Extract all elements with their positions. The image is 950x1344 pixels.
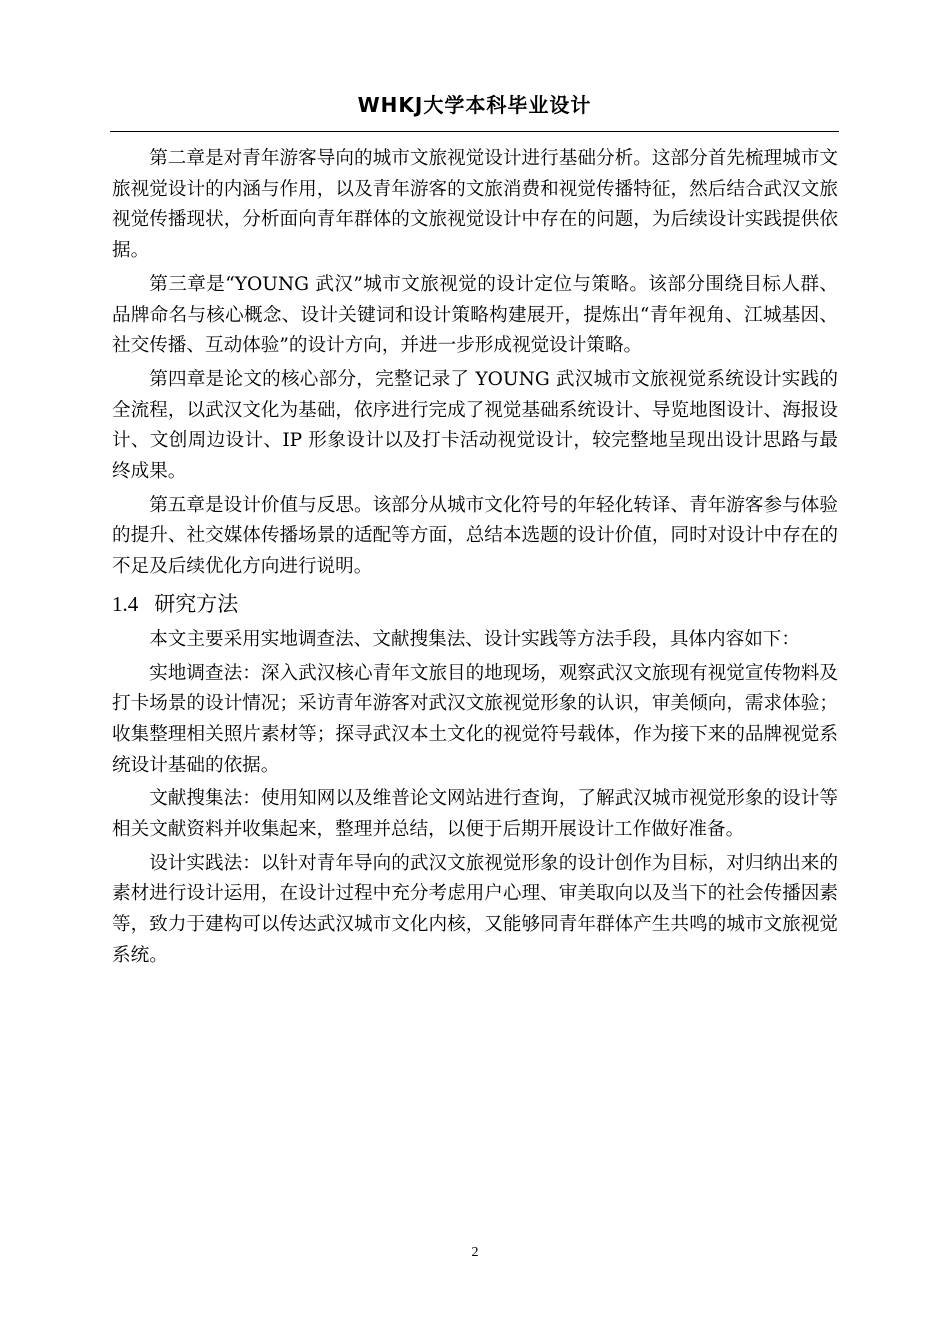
page-number: 2 <box>471 1245 479 1260</box>
paragraph-literature: 文献搜集法：使用知网以及维普论文网站进行查询，了解武汉城市视觉形象的设计等相关文献资料并收集起来，整理并总结，以便于后期开展设计工作做好准备。 <box>112 788 838 841</box>
paragraph-chapter-5: 第五章是设计价值与反思。该部分从城市文化符号的年轻化转译、青年游客参与体验的提升、社交媒体传播场景的适配等方面，总结本选题的设计价值，同时对设计中存在的不足及后续优化方向进行说明。 <box>112 494 838 578</box>
paragraph-field-survey: 实地调查法：深入武汉核心青年文旅目的地现场，观察武汉文旅现有视觉宣传物料及打卡场景的设计情况；采访青年游客对武汉文旅视觉形象的认识，审美倾向，需求体验；收集整理相关照片素材等；探寻武汉本土文化的视觉符号载体，作为接下来的品牌视觉系统设计基础的依据。 <box>112 662 838 776</box>
section-heading <box>112 589 838 619</box>
paragraph-design-practice: 设计实践法：以针对青年导向的武汉文旅视觉形象的设计创作为目标，对归纳出来的素材进行设计运用，在设计过程中充分考虑用户心理、审美取向以及当下的社会传播因素等，致力于建构可以传达武汉城市文化内核，又能够同青年群体产生共鸣的城市文旅视觉系统。 <box>112 852 838 966</box>
paragraph-chapter-4: 第四章是论文的核心部分，完整记录了 YOUNG 武汉城市文旅视觉系统设计实践的全流程，以武汉文化为基础，依序进行完成了视觉基础系统设计、导览地图设计、海报设计、文创周边设计、IP 形象设计以及打卡活动视觉设计，较完整地呈现出设计思路与最终成果。 <box>112 368 838 483</box>
paragraph-chapter-2: 第二章是对青年游客导向的城市文旅视觉设计进行基础分析。这部分首先梳理城市文旅视觉设计的内涵与作用，以及青年游客的文旅消费和视觉传播特征，然后结合武汉文旅视觉传播现状，分析面向青年群体的文旅视觉设计中存在的问题，为后续设计实践提供依据。 <box>112 148 838 262</box>
body-text <box>112 144 838 975</box>
running-header-title: WHKJ大学本科毕业设计 <box>357 93 592 117</box>
header-divider <box>110 131 839 132</box>
section-title: 研究方法 <box>154 591 239 616</box>
paragraph-chapter-3: 第三章是“YOUNG 武汉”城市文旅视觉的设计定位与策略。该部分围绕目标人群、品牌命名与核心概念、设计关键词和设计策略构建展开，提炼出“青年视角、江城基因、社交传播、互动体验”的设计方向，并进一步形成视觉设计策略。 <box>112 273 838 357</box>
section-number: 1.4 <box>112 591 139 616</box>
paragraph-methods-intro: 本文主要采用实地调查法、文献搜集法、设计实践等方法手段，具体内容如下： <box>149 628 800 650</box>
